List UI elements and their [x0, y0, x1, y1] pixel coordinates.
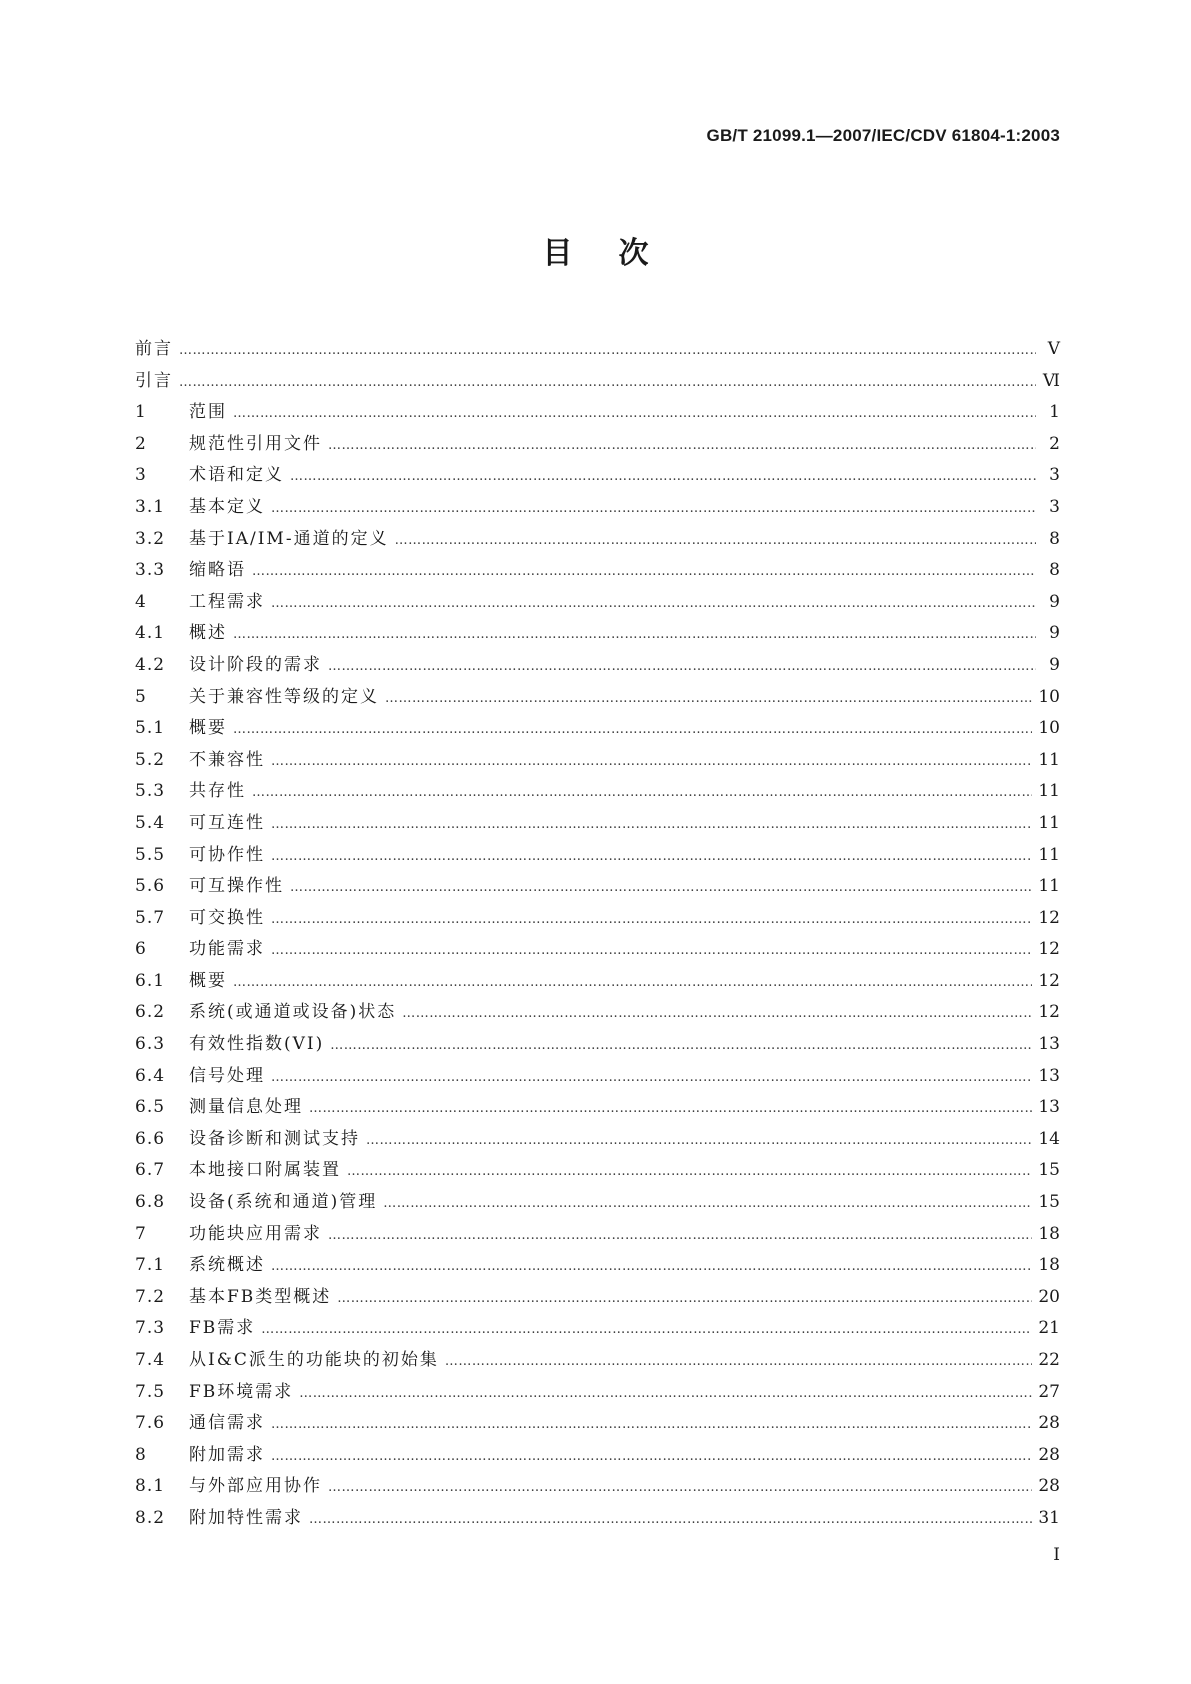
toc-dot-leader — [271, 1449, 1032, 1464]
toc-entry-page: 3 — [1049, 465, 1060, 486]
toc-entry-page: 14 — [1038, 1128, 1060, 1149]
toc-dot-leader — [271, 943, 1032, 958]
toc-dot-leader — [271, 596, 1036, 611]
toc-entry — [135, 1440, 1060, 1472]
toc-entry-page: 28 — [1038, 1413, 1060, 1434]
toc-entry — [135, 366, 1060, 398]
toc-entry-title: 基本FB类型概述 — [189, 1286, 332, 1307]
toc-entry-number: 7.5 — [135, 1381, 166, 1402]
toc-entry — [135, 1219, 1060, 1251]
toc-entry — [135, 1471, 1060, 1503]
toc-entry-title: 基于IA/IM-通道的定义 — [189, 528, 389, 549]
toc-entry-title: 信号处理 — [189, 1065, 265, 1086]
toc-entry-title: 功能块应用需求 — [189, 1223, 322, 1244]
toc-entry-page: 27 — [1038, 1381, 1060, 1402]
toc-entry-number: 3.2 — [135, 528, 166, 549]
toc-entry — [135, 1029, 1060, 1061]
toc-entry-number: 7.4 — [135, 1350, 166, 1370]
toc-dot-leader — [366, 1133, 1032, 1148]
toc-entry — [135, 776, 1060, 808]
toc-entry-number: 5.7 — [135, 907, 166, 928]
toc-entry-page: 13 — [1038, 1065, 1060, 1086]
toc-entry-number: 6.8 — [135, 1192, 166, 1213]
toc-entry-page: 21 — [1038, 1318, 1060, 1339]
toc-entry-number: 4.2 — [135, 654, 166, 675]
toc-dot-leader — [299, 1386, 1032, 1401]
toc-entry-page: 9 — [1049, 623, 1060, 644]
toc-entry-number: 1 — [135, 402, 147, 423]
toc-entry-title: 缩略语 — [189, 560, 246, 581]
toc-entry-number: 7.3 — [135, 1318, 166, 1339]
toc-entry-title: 不兼容性 — [189, 749, 265, 770]
toc-entry-page: 11 — [1038, 876, 1060, 897]
toc-entry-number: 5.4 — [135, 812, 166, 833]
toc-entry-number: 5 — [135, 686, 147, 707]
toc-dot-leader — [385, 691, 1032, 706]
toc-entry — [135, 397, 1060, 429]
toc-entry — [135, 1345, 1060, 1377]
toc-entry-number: 6.7 — [135, 1160, 166, 1181]
toc-entry-number: 6 — [135, 939, 147, 960]
toc-entry-title: 设计阶段的需求 — [189, 654, 322, 675]
toc-entry-title: 可互连性 — [189, 812, 265, 833]
toc-entry — [135, 1408, 1060, 1440]
toc-entry-title: 范围 — [189, 402, 227, 423]
toc-entry — [135, 966, 1060, 998]
toc-dot-leader — [233, 722, 1032, 737]
toc-entry — [135, 903, 1060, 935]
toc-entry-page: 28 — [1038, 1444, 1060, 1465]
toc-entry — [135, 1155, 1060, 1187]
toc-entry-number: 5.1 — [135, 718, 166, 739]
toc-entry-number: 6.1 — [135, 970, 166, 991]
toc-entry-page: 8 — [1049, 560, 1060, 581]
toc-dot-leader — [290, 469, 1036, 484]
toc-entry-page: 12 — [1038, 970, 1060, 991]
toc-entry-page: 12 — [1038, 939, 1060, 960]
toc-entry-page: V — [1047, 339, 1060, 359]
toc-dot-leader — [328, 659, 1036, 674]
toc-entry — [135, 713, 1060, 745]
toc-entry-number: 3.1 — [135, 496, 166, 517]
toc-entry-page: 10 — [1038, 718, 1060, 739]
toc-dot-leader — [328, 438, 1036, 453]
page-title: 目次 — [542, 236, 695, 271]
toc-entry-title: 通信需求 — [189, 1413, 265, 1434]
toc-dot-leader — [271, 817, 1032, 832]
toc-entry-number: 7.6 — [135, 1413, 166, 1434]
toc-entry-page: 11 — [1038, 844, 1060, 865]
toc-entry-title: 附加特性需求 — [189, 1507, 303, 1528]
toc-dot-leader — [252, 785, 1032, 800]
toc-entry-number: 6.6 — [135, 1128, 166, 1149]
toc-entry — [135, 1377, 1060, 1409]
toc-dot-leader — [271, 501, 1036, 516]
toc-dot-leader — [309, 1512, 1032, 1527]
toc-entry-number: 5.5 — [135, 844, 166, 865]
toc-entry — [135, 429, 1060, 461]
toc-entry-number: 3 — [135, 465, 147, 486]
toc-entry-page: 18 — [1038, 1255, 1060, 1276]
toc-dot-leader — [309, 1101, 1032, 1116]
toc-entry — [135, 1282, 1060, 1314]
toc-entry — [135, 808, 1060, 840]
toc-entry-title: 设备诊断和测试支持 — [189, 1128, 360, 1149]
toc-entry-number: 3.3 — [135, 560, 166, 581]
toc-entry — [135, 997, 1060, 1029]
toc-entry-page: 9 — [1049, 591, 1060, 612]
toc-entry — [135, 840, 1060, 872]
toc-entry-title: 有效性指数(VI) — [189, 1034, 325, 1055]
toc-dot-leader — [290, 880, 1032, 895]
toc-entry-page: 9 — [1049, 654, 1060, 675]
toc-entry-title: 可协作性 — [189, 844, 265, 865]
toc-dot-leader — [271, 1259, 1032, 1274]
toc-entry — [135, 1313, 1060, 1345]
toc-entry — [135, 555, 1060, 587]
toc-entry-title: 系统(或通道或设备)状态 — [189, 1002, 397, 1023]
toc-entry-title: 可交换性 — [189, 907, 265, 928]
toc-dot-leader — [271, 849, 1032, 864]
toc-dot-leader — [328, 1480, 1032, 1495]
toc-entry-title: 本地接口附属装置 — [189, 1160, 341, 1181]
toc-dot-leader — [347, 1164, 1032, 1179]
toc-dot-leader — [271, 912, 1032, 927]
toc-entry — [135, 745, 1060, 777]
table-of-contents — [135, 334, 1060, 1535]
toc-dot-leader — [252, 564, 1036, 579]
toc-entry-page: 13 — [1038, 1097, 1060, 1118]
standard-code: GB/T 21099.1—2007/IEC/CDV 61804-1:2003 — [706, 126, 1060, 145]
toc-entry — [135, 1187, 1060, 1219]
toc-dot-leader — [233, 975, 1032, 990]
toc-entry-number: 7 — [135, 1223, 147, 1244]
toc-entry-page: 12 — [1038, 1002, 1060, 1023]
toc-entry-page: 3 — [1049, 496, 1060, 517]
toc-entry — [135, 618, 1060, 650]
toc-entry-page: 13 — [1038, 1034, 1060, 1055]
toc-entry-page: 12 — [1038, 907, 1060, 928]
toc-entry-number: 6.5 — [135, 1097, 166, 1118]
toc-entry-title: 基本定义 — [189, 496, 265, 517]
toc-entry-title: FB需求 — [189, 1318, 256, 1339]
toc-entry-number: 8 — [135, 1444, 147, 1465]
toc-entry-number: 4.1 — [135, 623, 166, 644]
toc-entry-page: 8 — [1049, 528, 1060, 549]
toc-dot-leader — [179, 343, 1036, 358]
toc-entry-number: 6.2 — [135, 1002, 166, 1023]
toc-entry-number: 5.3 — [135, 781, 166, 802]
toc-entry-title: 可互操作性 — [189, 876, 284, 897]
toc-entry — [135, 1124, 1060, 1156]
toc-entry-page: 11 — [1038, 749, 1060, 770]
toc-entry-page: 18 — [1038, 1223, 1060, 1244]
toc-dot-leader — [233, 406, 1036, 421]
toc-entry-page: 10 — [1038, 686, 1060, 707]
toc-dot-leader — [271, 1070, 1032, 1085]
toc-entry-page: Ⅵ — [1042, 370, 1060, 391]
toc-dot-leader — [179, 375, 1036, 390]
toc-entry-title: 概述 — [189, 623, 227, 644]
toc-entry-title: 设备(系统和通道)管理 — [189, 1192, 378, 1213]
toc-entry-page: 11 — [1038, 812, 1060, 833]
toc-entry — [135, 492, 1060, 524]
toc-entry-number: 7.2 — [135, 1286, 166, 1307]
toc-dot-leader — [402, 1006, 1032, 1021]
toc-entry-title: 功能需求 — [189, 939, 265, 960]
toc-entry-number: 5.2 — [135, 749, 166, 770]
toc-entry-page: 31 — [1038, 1507, 1060, 1528]
toc-entry — [135, 934, 1060, 966]
toc-entry — [135, 587, 1060, 619]
toc-entry-number: 2 — [135, 433, 147, 454]
toc-dot-leader — [337, 1291, 1032, 1306]
toc-dot-leader — [395, 533, 1036, 548]
toc-entry-title: FB环境需求 — [189, 1381, 294, 1402]
toc-entry — [135, 650, 1060, 682]
toc-entry — [135, 334, 1060, 366]
toc-entry-page: 20 — [1038, 1286, 1060, 1307]
toc-entry-title: 共存性 — [189, 781, 246, 802]
toc-entry-number: 8.1 — [135, 1476, 166, 1497]
toc-dot-leader — [261, 1322, 1032, 1337]
toc-entry — [135, 1092, 1060, 1124]
toc-dot-leader — [383, 1196, 1032, 1211]
toc-entry — [135, 524, 1060, 556]
toc-entry-title: 从I&C派生的功能块的初始集 — [189, 1350, 439, 1370]
toc-entry-title: 测量信息处理 — [189, 1097, 303, 1118]
toc-dot-leader — [330, 1038, 1032, 1053]
toc-entry — [135, 1250, 1060, 1282]
toc-entry-title: 规范性引用文件 — [189, 433, 322, 454]
toc-entry-title: 系统概述 — [189, 1255, 265, 1276]
toc-dot-leader — [233, 627, 1036, 642]
toc-entry-number: 4 — [135, 591, 147, 612]
toc-dot-leader — [271, 754, 1032, 769]
toc-entry-title: 术语和定义 — [189, 465, 284, 486]
toc-entry — [135, 1503, 1060, 1535]
toc-entry — [135, 1061, 1060, 1093]
toc-dot-leader — [271, 1417, 1032, 1432]
toc-entry-page: 15 — [1038, 1160, 1060, 1181]
toc-entry-page: 28 — [1038, 1476, 1060, 1497]
toc-entry-number: 5.6 — [135, 876, 166, 897]
toc-entry-number: 7.1 — [135, 1255, 166, 1276]
toc-entry-page: 1 — [1049, 402, 1060, 423]
toc-entry-title: 引言 — [135, 370, 173, 391]
toc-dot-leader — [445, 1354, 1033, 1369]
toc-entry — [135, 460, 1060, 492]
toc-entry-title: 与外部应用协作 — [189, 1476, 322, 1497]
page-number: I — [1053, 1545, 1060, 1565]
toc-entry-page: 15 — [1038, 1192, 1060, 1213]
toc-entry-page: 22 — [1038, 1350, 1060, 1370]
toc-entry-page: 11 — [1038, 781, 1060, 802]
toc-entry — [135, 682, 1060, 714]
toc-entry-number: 8.2 — [135, 1507, 166, 1528]
toc-entry-page: 2 — [1049, 433, 1060, 454]
toc-entry-title: 概要 — [189, 718, 227, 739]
toc-entry-title: 概要 — [189, 970, 227, 991]
toc-dot-leader — [328, 1228, 1032, 1243]
toc-entry-title: 附加需求 — [189, 1444, 265, 1465]
toc-entry — [135, 871, 1060, 903]
toc-entry-title: 工程需求 — [189, 591, 265, 612]
toc-entry-title: 关于兼容性等级的定义 — [189, 686, 379, 707]
toc-entry-title: 前言 — [135, 339, 173, 359]
toc-entry-number: 6.3 — [135, 1034, 166, 1055]
toc-entry-number: 6.4 — [135, 1065, 166, 1086]
